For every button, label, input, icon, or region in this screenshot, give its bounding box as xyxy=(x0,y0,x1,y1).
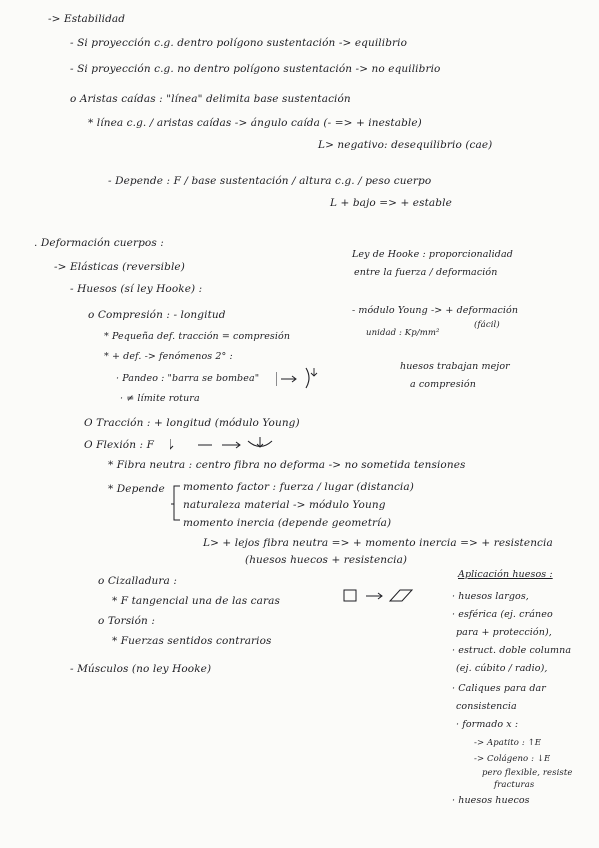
estabilidad-line-7: L + bajo => + estable xyxy=(330,197,452,209)
young-note-1: - módulo Young -> + deformación xyxy=(352,305,519,316)
flexion-line: O Flexión : F xyxy=(84,439,154,451)
fuerzas-line: * Fuerzas sentidos contrarios xyxy=(112,635,272,647)
unidad-note: unidad : Kp/mm² xyxy=(366,328,440,338)
estabilidad-line-6: - Depende : F / base sustentación / altura c.g. / peso cuerpo xyxy=(108,175,432,187)
depende-bracket-icon xyxy=(170,482,182,530)
estabilidad-line-5: L> negativo: desequilibrio (cae) xyxy=(318,139,493,151)
hooke-note-1: Ley de Hooke : proporcionalidad xyxy=(352,249,513,260)
estabilidad-line-4: * línea c.g. / aristas caídas -> ángulo caída (- => + inestable) xyxy=(88,117,422,129)
torsion-line: o Torsión : xyxy=(98,615,155,627)
depende-item-3: momento inercia (depende geometría) xyxy=(183,517,392,529)
deformacion-title: . Deformación cuerpos : xyxy=(34,237,164,249)
aplicacion-item-4: · estruct. doble columna xyxy=(452,645,572,656)
mas-def-line: * + def. -> fenómenos 2° : xyxy=(104,351,233,362)
aplicacion-item-3: para + protección), xyxy=(456,627,552,638)
musculos-line: - Músculos (no ley Hooke) xyxy=(70,663,212,675)
hooke-note-2: entre la fuerza / deformación xyxy=(354,267,498,278)
aplicacion-item-10: -> Colágeno : ↓E xyxy=(474,754,551,764)
traccion-line: O Tracción : + longitud (módulo Young) xyxy=(84,417,300,429)
limite-rotura-line: · ≠ límite rotura xyxy=(120,393,200,404)
depende-line: * Depende xyxy=(108,483,165,495)
aplicacion-item-9: -> Apatito : ↑E xyxy=(474,738,542,748)
cizalladura-line: o Cizalladura : xyxy=(98,575,177,587)
depende-item-5: (huesos huecos + resistencia) xyxy=(245,554,408,566)
young-note-2: (fácil) xyxy=(474,320,500,330)
fibra-neutra-line: * Fibra neutra : centro fibra no deforma -> no sometida tensiones xyxy=(108,459,466,471)
pequena-def-line: * Pequeña def. tracción = compresión xyxy=(104,331,291,342)
huesos-trabajan-note-1: huesos trabajan mejor xyxy=(400,361,510,372)
depende-item-4: L> + lejos fibra neutra => + momento inercia => + resistencia xyxy=(203,537,553,549)
aplicacion-item-2: · esférica (ej. cráneo xyxy=(452,609,553,620)
huesos-trabajan-note-2: a compresión xyxy=(410,379,476,390)
shear-diagram-icon xyxy=(342,586,422,610)
depende-item-2: naturaleza material -> módulo Young xyxy=(183,499,386,511)
estabilidad-title: -> Estabilidad xyxy=(48,13,126,25)
aplicacion-title: Aplicación huesos : xyxy=(458,569,553,580)
flexion-diagram-icon xyxy=(170,436,280,458)
elasticas-line: -> Elásticas (reversible) xyxy=(54,261,185,273)
aplicacion-item-6: · Caliques para dar xyxy=(452,683,546,694)
bending-arrow-icon xyxy=(276,366,336,396)
f-tangencial-line: * F tangencial una de las caras xyxy=(112,595,280,607)
aplicacion-item-13: · huesos huecos xyxy=(452,795,530,806)
estabilidad-line-1: - Si proyección c.g. dentro polígono sustentación -> equilibrio xyxy=(70,37,408,49)
pandeo-line: · Pandeo : "barra se bombea" xyxy=(116,373,260,384)
depende-item-1: momento factor : fuerza / lugar (distancia) xyxy=(183,481,414,493)
aplicacion-item-11: pero flexible, resiste xyxy=(482,768,573,778)
aplicacion-item-8: · formado x : xyxy=(456,719,519,730)
estabilidad-line-3: o Aristas caídas : "línea" delimita base sustentación xyxy=(70,93,351,105)
aplicacion-item-7: consistencia xyxy=(456,701,517,712)
compresion-line: o Compresión : - longitud xyxy=(88,309,226,321)
aplicacion-item-1: · huesos largos, xyxy=(452,591,529,602)
huesos-line: - Huesos (sí ley Hooke) : xyxy=(70,283,203,295)
aplicacion-item-5: (ej. cúbito / radio), xyxy=(456,663,548,674)
estabilidad-line-2: - Si proyección c.g. no dentro polígono sustentación -> no equilibrio xyxy=(70,63,441,75)
aplicacion-item-12: fracturas xyxy=(494,780,535,790)
